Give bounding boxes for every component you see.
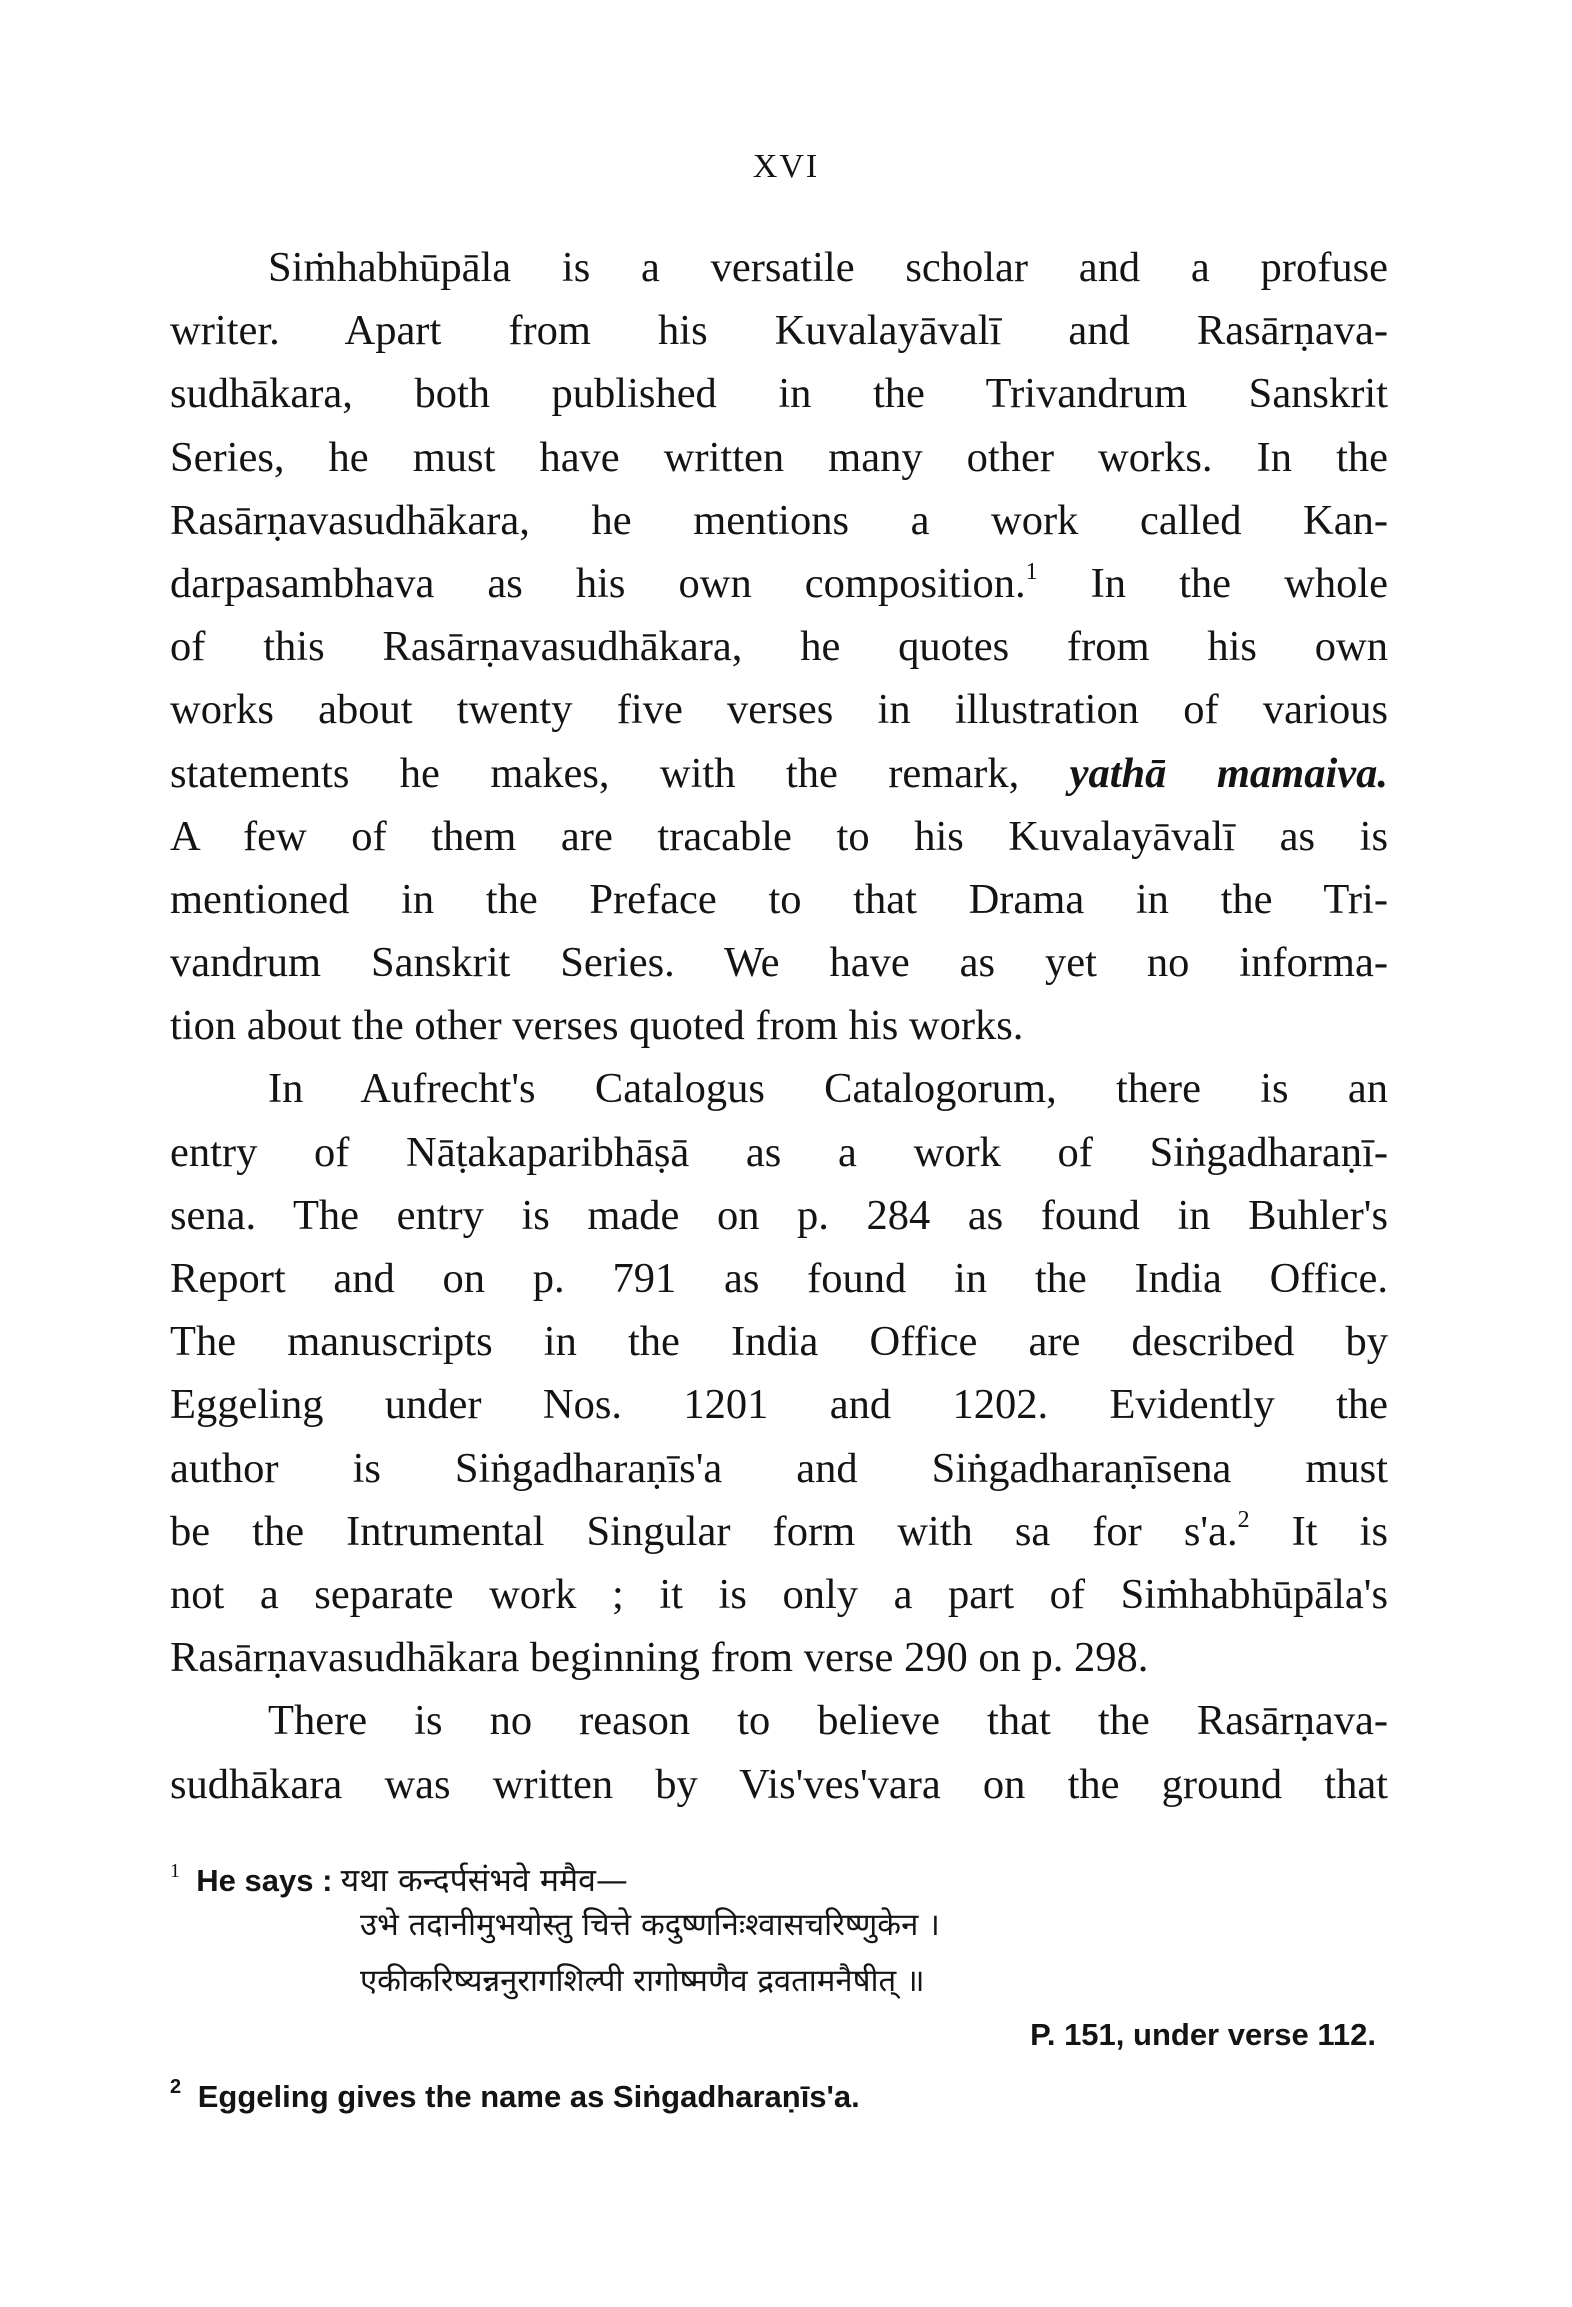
line-text-after: It is xyxy=(1249,1507,1388,1555)
text-line xyxy=(170,1057,1388,1120)
line-text: The manuscripts in the India Office are described by xyxy=(170,1318,1388,1366)
text-line xyxy=(170,552,1388,615)
text-line xyxy=(170,678,1388,741)
footnote-citation: P. 151, under verse 112. xyxy=(1030,2017,1376,2052)
italic-phrase: yathā mamaiva. xyxy=(1069,749,1388,797)
line-text: not a separate work ; it is only a part of Siṁhabhūpāla's xyxy=(170,1570,1388,1618)
footnote-verse-line: उभे तदानीमुभयोस्तु चित्ते कदुष्णनिःश्वासचरिष्णुकेन । xyxy=(360,1907,940,1943)
text-line xyxy=(170,1121,1388,1184)
text-line xyxy=(170,362,1388,425)
body-text xyxy=(170,236,1388,1816)
line-text: Report and on p. 791 as found in the India Office. xyxy=(170,1255,1388,1302)
line-text: statements he makes, with the remark, xyxy=(170,749,1020,797)
line-text: There is no reason to believe that the Rasārṇava- xyxy=(268,1697,1388,1745)
text-line xyxy=(170,742,1388,805)
line-text: In Aufrecht's Catalogus Catalogorum, there is an xyxy=(268,1065,1388,1113)
line-text: writer. Apart from his Kuvalayāvalī and Rasārṇava- xyxy=(170,307,1388,355)
line-text: be the Intrumental Singular form with sa for s'a. xyxy=(170,1507,1238,1555)
paragraph xyxy=(170,236,1388,1057)
line-text: sena. The entry is made on p. 284 as found in Buhler's xyxy=(170,1191,1388,1239)
text-line xyxy=(170,1753,1388,1816)
line-text: Rasārṇavasudhākara beginning from verse 290 on p. 298. xyxy=(170,1634,1149,1682)
line-text: sudhākara, both published in the Trivandrum Sanskrit xyxy=(170,370,1388,418)
line-text: Siṁhabhūpāla is a versatile scholar and a profuse xyxy=(268,244,1388,291)
line-text-after: In the whole xyxy=(1037,559,1388,607)
line-text: darpasambhava as his own composition. xyxy=(170,559,1026,607)
footnote-marker: 2 xyxy=(170,2076,182,2098)
text-line xyxy=(170,489,1388,552)
page-number: XVI xyxy=(752,148,820,185)
line-text: Series, he must have written many other works. In the xyxy=(170,433,1388,481)
footnote-2 xyxy=(170,2061,1388,2113)
paragraph xyxy=(170,1057,1388,1689)
text-line xyxy=(170,615,1388,678)
text-line xyxy=(170,1310,1388,1373)
text-line xyxy=(170,1247,1388,1310)
text-line xyxy=(170,1437,1388,1500)
line-text: sudhākara was written by Vis'ves'vara on the ground that xyxy=(170,1760,1388,1808)
footnote-verse-line: एकीकरिष्यन्ननुरागशिल्पी रागोष्मणैव द्रवतामनैषीत् ॥ xyxy=(360,1963,925,1999)
text-line xyxy=(170,1500,1388,1563)
footnote-1 xyxy=(170,1845,1388,1897)
text-line xyxy=(170,1373,1388,1436)
text-line xyxy=(170,1626,1388,1689)
footnote-reference: 1 xyxy=(1025,558,1038,585)
text-line xyxy=(170,931,1388,994)
line-text: author is Siṅgadharaṇīs'a and Siṅgadharaṇīsena must xyxy=(170,1444,1388,1492)
text-line xyxy=(170,426,1388,489)
footnote-devanagari-intro: यथा कन्दर्पसंभवे ममैव— xyxy=(340,1861,628,1899)
line-text: Rasārṇavasudhākara, he mentions a work called Kan- xyxy=(170,496,1388,544)
text-line xyxy=(170,994,1388,1057)
line-text: Eggeling under Nos. 1201 and 1202. Evidently the xyxy=(170,1381,1388,1429)
line-text: works about twenty five verses in illustration of various xyxy=(170,686,1388,734)
footnote-label: He says : xyxy=(196,1863,333,1898)
text-line xyxy=(170,1563,1388,1626)
text-line xyxy=(170,805,1388,868)
text-line xyxy=(170,868,1388,931)
paragraph xyxy=(170,1689,1388,1815)
line-text: vandrum Sanskrit Series. We have as yet no informa- xyxy=(170,939,1388,987)
footnote-reference: 2 xyxy=(1237,1506,1250,1533)
footnote-text: Eggeling gives the name as Siṅgadharaṇīs'a. xyxy=(197,2079,860,2114)
line-text: tion about the other verses quoted from his works. xyxy=(170,1002,1024,1050)
footnote-marker: 1 xyxy=(170,1860,180,1882)
line-text: mentioned in the Preface to that Drama in the Tri- xyxy=(170,875,1388,923)
text-line xyxy=(170,1689,1388,1752)
text-line xyxy=(170,1184,1388,1247)
text-line xyxy=(170,236,1388,299)
line-text: entry of Nāṭakaparibhāṣā as a work of Siṅgadharaṇī- xyxy=(170,1128,1388,1176)
line-text: A few of them are tracable to his Kuvalayāvalī as is xyxy=(170,812,1388,860)
footnotes xyxy=(170,1845,1388,2113)
line-text: of this Rasārṇavasudhākara, he quotes from his own xyxy=(170,623,1388,671)
text-line xyxy=(170,299,1388,362)
